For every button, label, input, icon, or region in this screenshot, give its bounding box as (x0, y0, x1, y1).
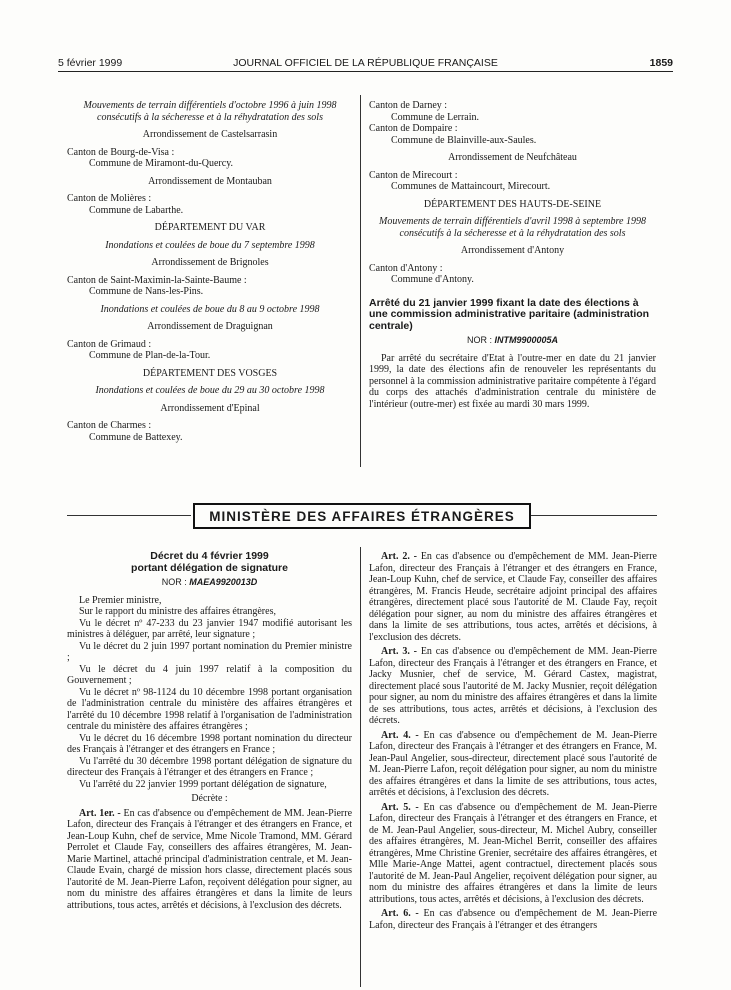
article-text: En cas d'absence ou d'empêchement de M. Jean-Pierre Lafon, directeur des Français à l'étranger et des étrangers en France, et de M. Jean-Paul Angelier, sous-directeur, M. Michel Aubry, conseiller des affaires étrangères, M. Jean-Michel Berrit, conseiller des affaires étrangères, Mme Christine Grenier, secrétaire des affaires étrangères, et Mlle Marie-Ange Mattei, agent contractuel, directement placés sous l'autorité de M. Jean-Paul Angelier, reçoivent délégation pour signer, au nom du ministre des affaires étrangères et dans la limite de leurs attributions, tous actes, arrêtés et décisions, à l'exclusion des décrets. (369, 801, 658, 905)
arrondissement-heading: Arrondissement de Castelsarrasin (142, 129, 278, 140)
nor-code: INTM9900005A (494, 335, 559, 345)
column-top-right (369, 100, 656, 410)
commune-line: Commune de Nans-les-Pins. (89, 286, 204, 297)
decree-subtitle: portant délégation de signature (131, 561, 288, 574)
article (369, 908, 657, 931)
arrondissement-heading: Arrondissement de Brignoles (151, 257, 269, 268)
nor-label: NOR : (161, 577, 187, 587)
paragraph: Vu le décret nº 47-233 du 23 janvier 1947 modifié autorisant les ministres à déléguer, par arrêté, leur signature ; (67, 617, 352, 640)
nor-reference (369, 335, 656, 347)
column-bottom-right (369, 551, 657, 934)
paragraph: Le Premier ministre, (79, 594, 162, 606)
commune-line: Commune de Battexey. (89, 431, 183, 443)
ministry-title: MINISTÈRE DES AFFAIRES ÉTRANGÈRES (209, 508, 515, 524)
paragraph: Vu le décret nº 98-1124 du 10 décembre 1998 portant organisation de l'administration centrale du ministère des affaires étrangères et l'arrêté du 10 décembre 1998 relatif à l'organisation de l'administration centrale du ministère des affaires étrangères ; (67, 686, 352, 732)
article-text: En cas d'absence ou d'empêchement de M. Jean-Pierre Lafon, directeur des Français à l'étranger et des étrangers (369, 908, 658, 931)
column-bottom-left (67, 551, 352, 914)
article (67, 808, 352, 912)
section-heading: Inondations et coulées de boue du 8 au 9 octobre 1998 (100, 303, 320, 315)
canton-line: Canton de Saint-Maximin-la-Sainte-Baume : (67, 274, 247, 286)
article-label: Art. 2. - (381, 551, 417, 562)
commune-line: Commune de Blainville-aux-Saules. (391, 134, 537, 146)
canton-line: Canton de Grimaud : (67, 338, 152, 350)
page-number: 1859 (649, 57, 673, 69)
article (369, 551, 657, 643)
article-label: Art. 1er. - (79, 807, 121, 819)
commune-line: Commune de Labarthe. (89, 204, 184, 216)
ministry-rule-right (531, 515, 657, 516)
commune-line: Commune d'Antony. (391, 274, 474, 285)
article (369, 646, 657, 727)
article (369, 730, 657, 799)
article-label: Art. 6. - (381, 908, 419, 919)
decree-title: Arrêté du 21 janvier 1999 fixant la date des élections à une commission administrative paritaire (administration centrale) (369, 296, 650, 332)
article-text: En cas d'absence ou d'empêchement de MM. Jean-Pierre Lafon, directeur des Français à l'étranger et des étrangers en France, Jean-Loup Kuhn, chef de service, et Claude Fay, conseiller des affaires étrangères, M. Francis Heude, secrétaire adjoint principal des affaires étrangères, directement placé sous l'autorité de M. Claude Fay, reçoit délégation pour signer, au nom du ministre des affaires étrangères et dans la limite de ses attributions, tous actes, arrêtés et décisions, à l'exclusion des décrets. (369, 551, 657, 643)
commune-line: Commune de Lerrain. (391, 111, 480, 123)
canton-line: Canton d'Antony : (369, 262, 443, 274)
canton-line: Canton de Bourg-de-Visa : (67, 146, 175, 158)
article (369, 802, 657, 906)
header-date: 5 février 1999 (58, 57, 123, 69)
department-heading: DÉPARTEMENT DU VAR (154, 222, 266, 233)
section-heading: Inondations et coulées de boue du 7 septembre 1998 (105, 239, 315, 251)
page-header (58, 57, 673, 70)
header-rule (58, 71, 673, 72)
ministry-rule-left (67, 515, 191, 516)
section-heading: Mouvements de terrain différentiels d'avril 1998 à septembre 1998 consécutifs à la sécheresse et à la réhydratation des sols (379, 216, 646, 239)
article-text: En cas d'absence ou d'empêchement de MM. Jean-Pierre Lafon, directeur des Français à l'étranger et des étrangers en France, et Jacky Musnier, chef de service, M. Gérard Castex, magistrat, directement placé sous l'autorité de M. Jacky Musnier, reçoit délégation pour signer, au nom du ministre des affaires étrangères et dans la limite de ses attributions, tous actes, arrêtés et décisions, à l'exclusion des décrets. (369, 646, 657, 726)
article-text: En cas d'absence ou d'empêchement de M. Jean-Pierre Lafon, directeur des Français à l'étranger et des étrangers en France, M. Jean-Paul Angelier, sous-directeur, directement placé sous l'autorité de M. Jean-Pierre Lafon, reçoit délégation pour signer, au nom du ministre des affaires étrangères et dans la limite de ses attributions, tous actes, arrêtés et décisions, à l'exclusion des décrets. (369, 729, 658, 798)
canton-line: Canton de Charmes : (67, 420, 152, 431)
arrondissement-heading: Arrondissement d'Antony (460, 245, 565, 256)
paragraph: Vu l'arrêté du 22 janvier 1999 portant délégation de signature, (79, 778, 327, 790)
article-label: Art. 3. - (381, 646, 417, 657)
paragraph: Vu le décret du 2 juin 1997 portant nomination du Premier ministre ; (67, 640, 352, 663)
department-heading: DÉPARTEMENT DES VOSGES (142, 367, 278, 379)
decrete-heading: Décrète : (191, 793, 228, 804)
arrondissement-heading: Arrondissement de Draguignan (147, 321, 273, 332)
decree-body: Par arrêté du secrétaire d'Etat à l'outre-mer en date du 21 janvier 1999, la date des élections afin de renouveler les représentants du personnel à la commission administrative paritaire compétente à l'égard du corps des attachés d'administration centrale du ministère de l'intérieur (outre-mer) est fixée au mardi 30 mars 1999. (369, 352, 656, 410)
canton-line: Canton de Molières : (67, 193, 152, 204)
section-heading: Mouvements de terrain différentiels d'octobre 1996 à juin 1998 consécutifs à la sécheresse et à la réhydratation des sols (83, 100, 337, 123)
canton-line: Canton de Dompaire : (369, 123, 458, 134)
header-title: JOURNAL OFFICIEL DE LA RÉPUBLIQUE FRANÇAISE (233, 57, 498, 69)
canton-line: Canton de Darney : (369, 100, 448, 111)
article-label: Art. 4. - (381, 729, 419, 741)
nor-reference (67, 577, 352, 589)
arrondissement-heading: Arrondissement d'Epinal (160, 402, 260, 414)
canton-line: Canton de Mirecourt : (369, 169, 458, 181)
paragraph: Vu le décret du 4 juin 1997 relatif à la composition du Gouvernement ; (67, 663, 352, 686)
section-heading: Inondations et coulées de boue du 29 au 30 octobre 1998 (95, 385, 325, 396)
decree-title: Décret du 4 février 1999 (150, 550, 269, 562)
article-label: Art. 5. - (381, 801, 419, 813)
ministry-banner (193, 503, 531, 529)
column-divider (360, 95, 361, 467)
column-top-left (67, 100, 353, 443)
commune-line: Communes de Mattaincourt, Mirecourt. (391, 181, 551, 192)
nor-code: MAEA9920013D (189, 577, 258, 587)
commune-line: Commune de Plan-de-la-Tour. (89, 350, 211, 361)
paragraph: Vu le décret du 16 décembre 1998 portant nomination du directeur des Français à l'étranger et des étrangers en France ; (67, 732, 352, 755)
commune-line: Commune de Miramont-du-Quercy. (89, 158, 234, 169)
paragraph: Vu l'arrêté du 30 décembre 1998 portant délégation de signature du directeur des Français à l'étranger et des étrangers en France ; (67, 755, 352, 778)
article-text: En cas d'absence ou d'empêchement de MM. Jean-Pierre Lafon, directeur des Français à l'étranger et des étrangers en France, et Jean-Loup Kuhn, chef de service, Mme Nicole Tramond, MM. Gérard Perrolet et Claude Fay, conseillers des affaires étrangères, M. Jean-Marie Martinel, attaché principal d'administration centrale, et M. Jean-Claude Evain, chargé de mission hors classe, directement placés sous l'autorité de M. Jean-Pierre Lafon, reçoivent délégation pour signer, au nom du ministre des affaires étrangères et dans la limite de leurs attributions, tous actes, arrêtés et décisions, à l'exclusion des décrets. (67, 807, 353, 911)
nor-label: NOR : (466, 335, 492, 345)
arrondissement-heading: Arrondissement de Montauban (148, 175, 272, 187)
arrondissement-heading: Arrondissement de Neufchâteau (448, 152, 577, 163)
paragraph: Sur le rapport du ministre des affaires étrangères, (79, 606, 276, 617)
department-heading: DÉPARTEMENT DES HAUTS-DE-SEINE (423, 198, 602, 210)
column-divider (360, 547, 361, 987)
